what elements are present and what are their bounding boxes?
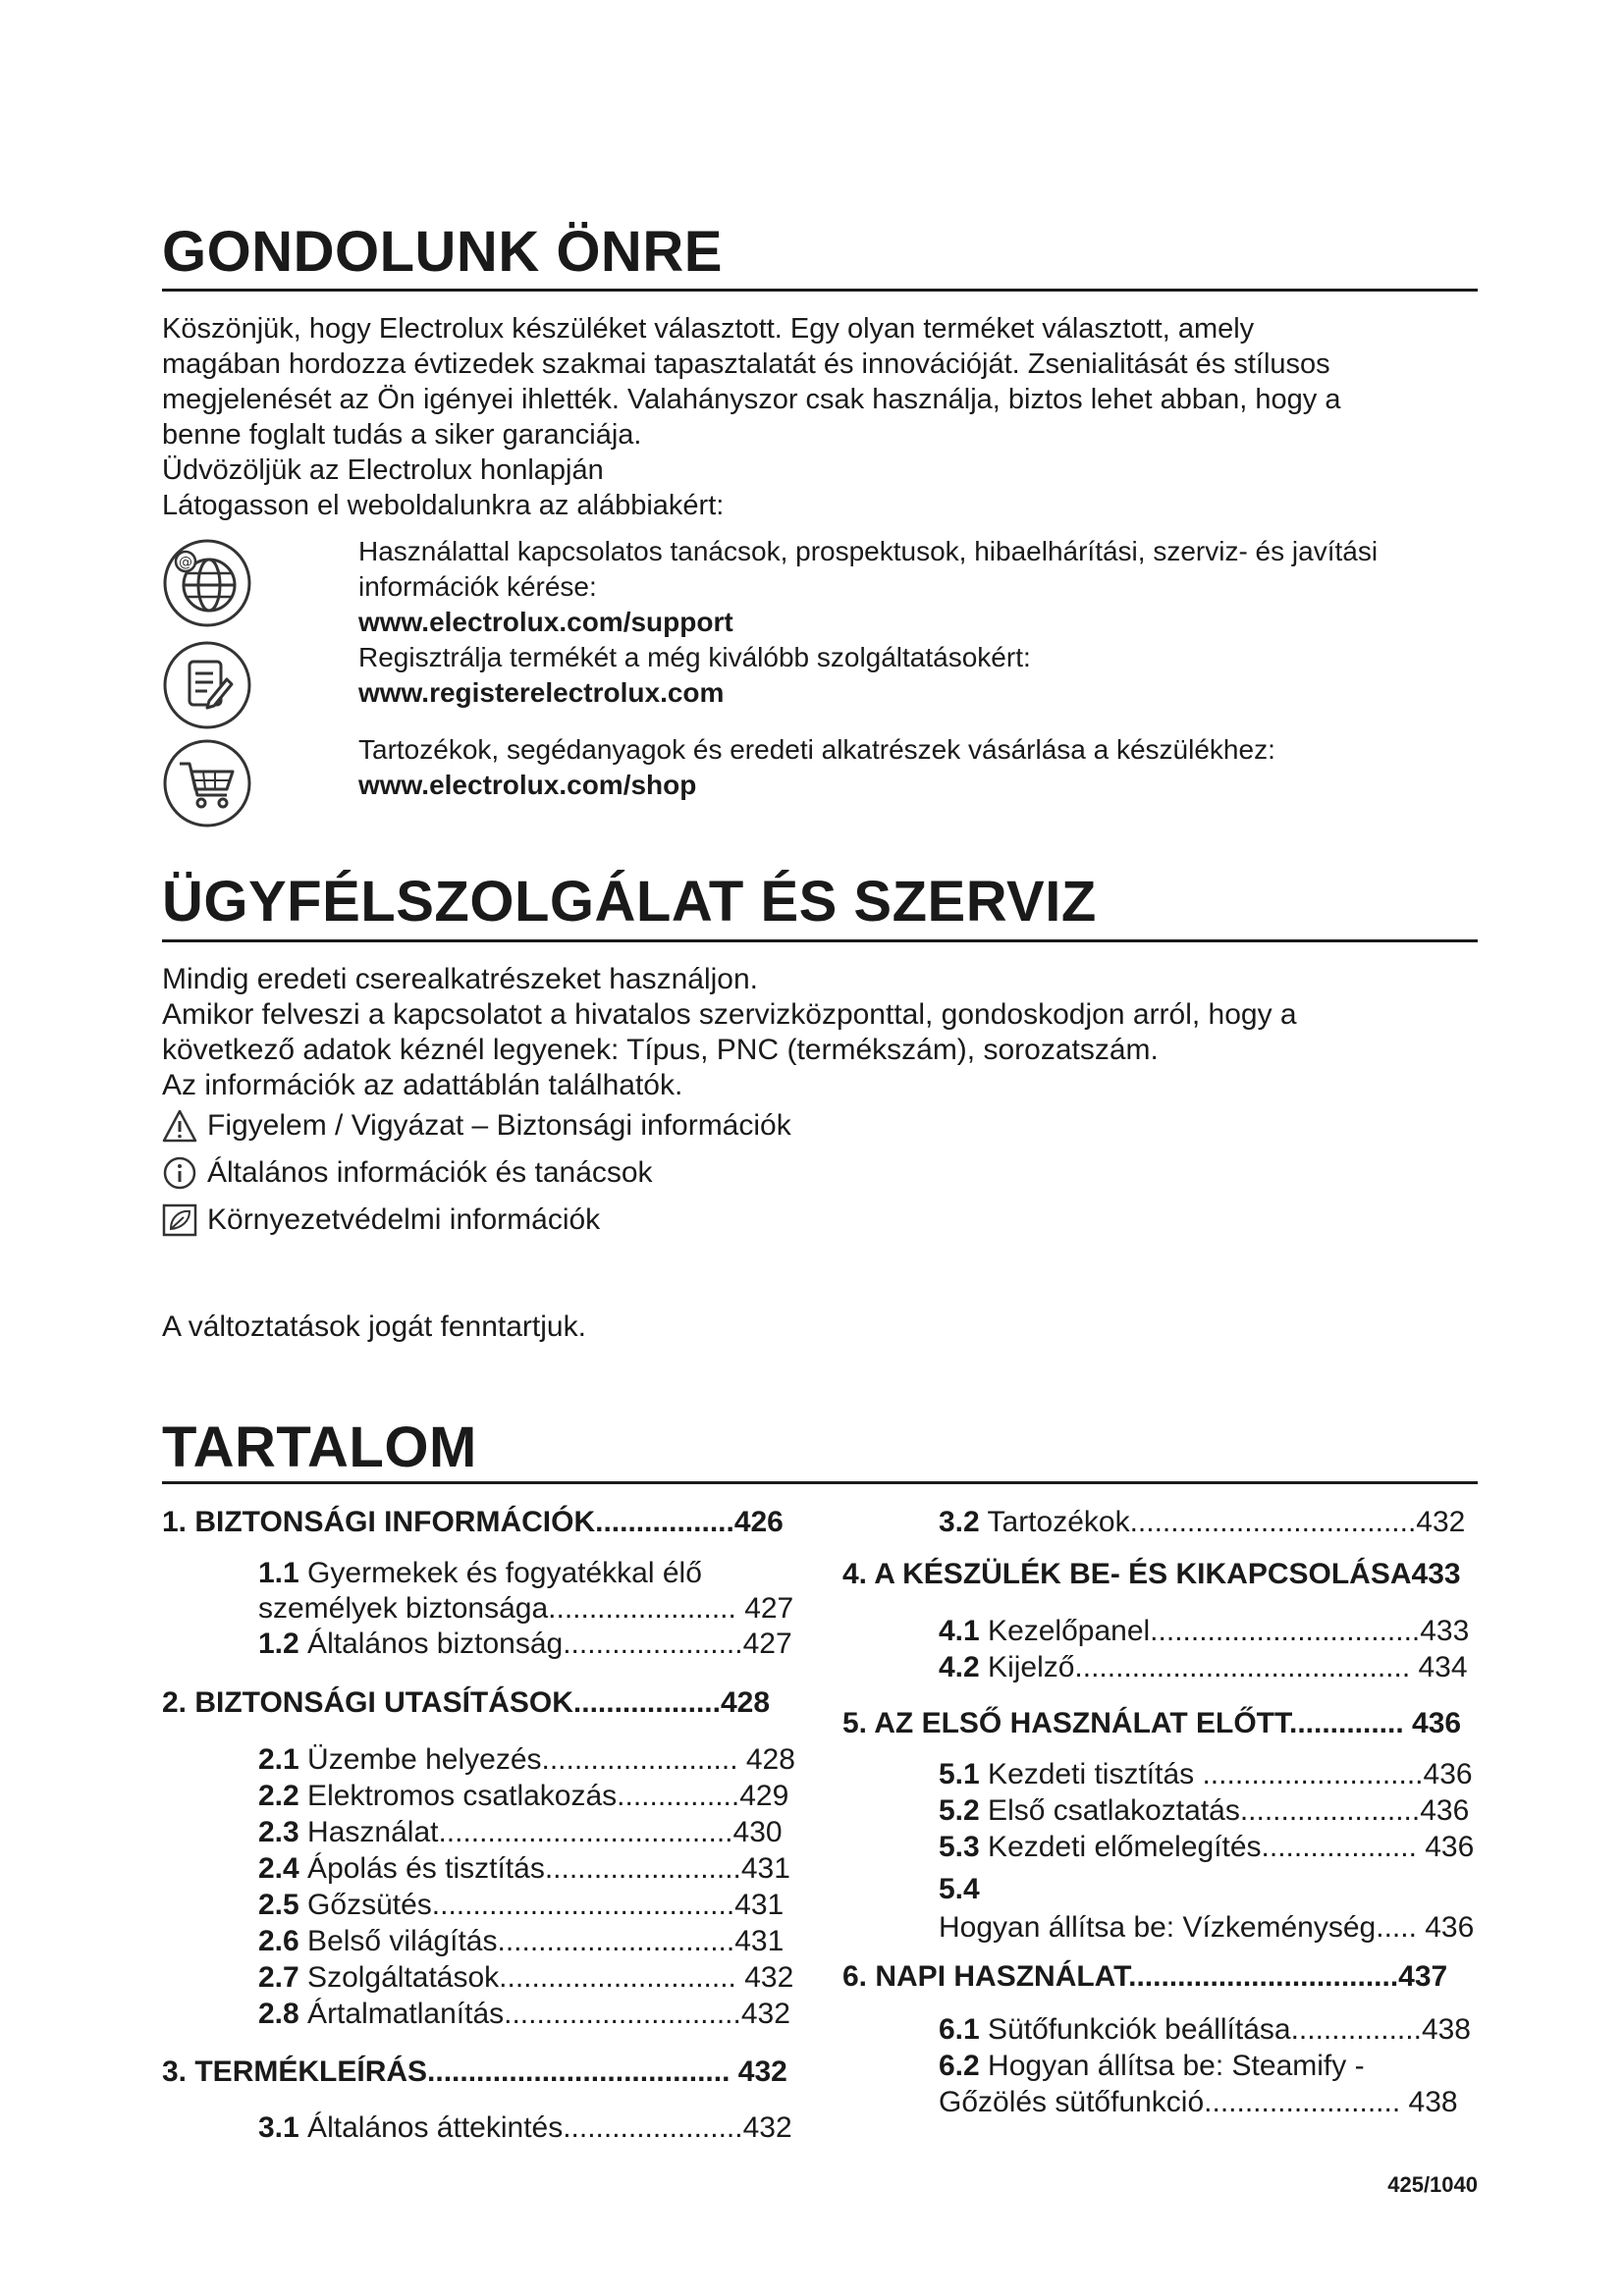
section-title-contents: TARTALOM: [162, 1415, 477, 1479]
toc-item-text: Kezdeti előmelegítés................... 436: [979, 1831, 1475, 1863]
toc-item-text: Elektromos csatlakozás...............429: [298, 1780, 789, 1812]
toc-item-number: 3.1: [258, 2111, 299, 2144]
toc-item-text: Ápolás és tisztítás........................431: [298, 1852, 790, 1885]
toc-item-number: 4.2: [939, 1651, 980, 1683]
toc-item-6-1[interactable]: [939, 2012, 1471, 2048]
toc-item-text: Kezelőpanel.................................433: [979, 1615, 1470, 1647]
globe-icon: [162, 538, 252, 628]
toc-item-text: Gyermekek és fogyatékkal élő: [298, 1557, 702, 1589]
text-line: megjelenését az Ön igényei ihlették. Valahányszor csak használja, biztos lehet abban, hogy a: [162, 384, 1341, 415]
toc-item-2-6[interactable]: [258, 1924, 784, 1959]
resource-text: Használattal kapcsolatos tanácsok, prospektusok, hibaelhárítási, szerviz- és javítási: [358, 536, 1379, 566]
toc-item-2-7[interactable]: [258, 1960, 793, 1996]
environment-leaf-icon: [162, 1203, 197, 1237]
text-line: Amikor felveszi a kapcsolatot a hivatalos szervizközponttal, gondoskodjon arról, hogy a: [162, 998, 1297, 1031]
text-line: Mindig eredeti cserealkatrészeket használjon.: [162, 963, 758, 995]
welcome-paragraph: [162, 311, 1340, 523]
toc-item-text: Kezdeti tisztítás ...........................436: [979, 1758, 1473, 1790]
toc-item-5-1[interactable]: [939, 1757, 1473, 1792]
toc-item-2-5[interactable]: [258, 1888, 784, 1923]
page-number: 425/1040: [1387, 2172, 1478, 2197]
toc-item-3-2[interactable]: [939, 1505, 1465, 1540]
toc-item-1-1[interactable]: [258, 1556, 702, 1591]
shopping-cart-icon: [162, 738, 252, 828]
toc-item-4-2[interactable]: [939, 1650, 1468, 1685]
toc-item-number: 2.1: [258, 1743, 299, 1776]
toc-item-text: Gőzsütés.....................................431: [298, 1889, 785, 1921]
toc-item-number: 4.1: [939, 1615, 980, 1647]
toc-item-number: 1.1: [258, 1557, 299, 1589]
section-title-service: ÜGYFÉLSZOLGÁLAT ÉS SZERVIZ: [162, 870, 1097, 934]
toc-chapter-4[interactable]: 4. A KÉSZÜLÉK BE- ÉS KIKAPCSOLÁSA433: [842, 1558, 1461, 1590]
support-link[interactable]: www.electrolux.com/support: [358, 607, 733, 637]
toc-item-2-4[interactable]: [258, 1851, 790, 1887]
toc-item-number: 2.7: [258, 1961, 299, 1994]
resource-support: [358, 534, 1378, 640]
toc-item-number: 6.2: [939, 2050, 980, 2082]
section-rule: [162, 289, 1478, 292]
notice-text: Környezetvédelmi információk: [207, 1203, 601, 1236]
toc-chapter-1[interactable]: 1. BIZTONSÁGI INFORMÁCIÓK.................426: [162, 1506, 784, 1538]
text-line: Látogasson el weboldalunkra az alábbiakért:: [162, 490, 725, 521]
toc-chapter-2[interactable]: 2. BIZTONSÁGI UTASÍTÁSOK..................428: [162, 1686, 770, 1719]
toc-item-2-3[interactable]: [258, 1815, 783, 1850]
toc-item-5-4[interactable]: [939, 1872, 980, 1907]
notice-environment: [162, 1203, 600, 1237]
text-line: Az információk az adattáblán találhatók.: [162, 1069, 683, 1101]
toc-item-1-1-cont[interactable]: személyek biztonsága....................... 427: [258, 1592, 794, 1625]
section-rule: [162, 1481, 1478, 1484]
toc-item-5-4-cont[interactable]: Hogyan állítsa be: Vízkeménység..... 436: [939, 1911, 1475, 1944]
register-link[interactable]: www.registerelectrolux.com: [358, 677, 725, 708]
toc-item-text: Ártalmatlanítás.............................432: [298, 1998, 790, 2030]
toc-item-text: Kijelző......................................... 434: [979, 1651, 1468, 1683]
text-line: Köszönjük, hogy Electrolux készüléket választott. Egy olyan terméket választott, amely: [162, 313, 1255, 345]
notice-info: [162, 1156, 653, 1190]
toc-item-4-1[interactable]: [939, 1614, 1469, 1649]
notice-text: Figyelem / Vigyázat – Biztonsági információk: [207, 1109, 791, 1142]
toc-item-3-1[interactable]: [258, 2110, 792, 2146]
section-title-welcome: GONDOLUNK ÖNRE: [162, 220, 723, 284]
toc-chapter-3[interactable]: 3. TERMÉKLEÍRÁS..................................... 432: [162, 2056, 787, 2088]
info-icon: [162, 1156, 197, 1190]
toc-item-number: 2.2: [258, 1780, 299, 1812]
toc-item-text: Üzembe helyezés........................ 428: [298, 1743, 795, 1776]
toc-item-number: 3.2: [939, 1506, 980, 1538]
toc-item-text: Használat....................................430: [298, 1816, 783, 1848]
text-line: magában hordozza évtizedek szakmai tapasztalatát és innovációját. Zsenialitását és stílusos: [162, 348, 1330, 380]
notice-text: Általános információk és tanácsok: [207, 1156, 653, 1189]
toc-item-number: 2.3: [258, 1816, 299, 1848]
toc-item-number: 1.2: [258, 1628, 299, 1660]
section-rule: [162, 939, 1478, 942]
toc-item-text: Belső világítás.............................431: [298, 1925, 785, 1957]
toc-item-number: 6.1: [939, 2013, 980, 2046]
toc-chapter-5[interactable]: 5. AZ ELSŐ HASZNÁLAT ELŐTT.............. 436: [842, 1707, 1462, 1739]
service-paragraph: [162, 962, 1297, 1103]
toc-chapter-6[interactable]: 6. NAPI HASZNÁLAT.................................437: [842, 1960, 1448, 1993]
shop-link[interactable]: www.electrolux.com/shop: [358, 770, 697, 800]
toc-item-2-8[interactable]: [258, 1997, 790, 2032]
toc-item-number: 2.4: [258, 1852, 299, 1885]
toc-item-5-2[interactable]: [939, 1793, 1469, 1829]
toc-item-number: 5.2: [939, 1794, 980, 1827]
toc-item-text: Sütőfunkciók beállítása................438: [979, 2013, 1471, 2046]
toc-item-text: Általános áttekintés......................432: [298, 2111, 792, 2144]
changes-notice: A változtatások jogát fenntartjuk.: [162, 1310, 586, 1343]
toc-item-number: 2.6: [258, 1925, 299, 1957]
warning-icon: [162, 1109, 197, 1143]
toc-item-text: Tartozékok...................................432: [979, 1506, 1466, 1538]
notice-warning: [162, 1109, 791, 1143]
svg-text:@: @: [179, 555, 192, 570]
register-form-icon: [162, 640, 252, 730]
toc-item-1-2[interactable]: [258, 1627, 792, 1662]
text-line: benne foglalt tudás a siker garanciája.: [162, 419, 642, 451]
toc-item-text: Hogyan állítsa be: Steamify -: [979, 2050, 1365, 2082]
toc-item-text: Első csatlakoztatás......................436: [979, 1794, 1470, 1827]
resource-text: Regisztrálja termékét a még kiválóbb szolgáltatásokért:: [358, 642, 1031, 672]
toc-item-6-2[interactable]: [939, 2049, 1365, 2084]
toc-item-2-2[interactable]: [258, 1779, 788, 1814]
toc-item-number: 2.8: [258, 1998, 299, 2030]
resource-register: [358, 640, 1031, 711]
resource-text: Tartozékok, segédanyagok és eredeti alkatrészek vásárlása a készülékhez:: [358, 734, 1275, 765]
toc-item-2-1[interactable]: [258, 1742, 795, 1778]
text-line: következő adatok kéznél legyenek: Típus, PNC (termékszám), sorozatszám.: [162, 1034, 1159, 1066]
resource-text: információk kérése:: [358, 571, 597, 602]
toc-item-text: Szolgáltatások............................. 432: [298, 1961, 794, 1994]
toc-item-number: 5.1: [939, 1758, 980, 1790]
toc-item-number: 5.3: [939, 1831, 980, 1863]
text-line: Üdvözöljük az Electrolux honlapján: [162, 454, 604, 486]
toc-item-5-3[interactable]: [939, 1830, 1474, 1865]
toc-item-number: 2.5: [258, 1889, 299, 1921]
toc-item-6-2-cont[interactable]: Gőzölés sütőfunkció........................ 438: [939, 2086, 1458, 2118]
resource-shop: [358, 732, 1275, 803]
toc-item-text: Általános biztonság......................427: [298, 1628, 792, 1660]
toc-item-number: 5.4: [939, 1873, 980, 1905]
